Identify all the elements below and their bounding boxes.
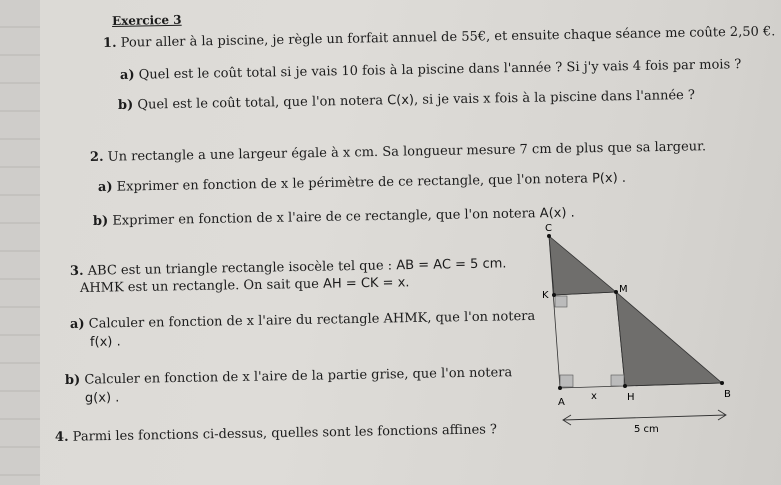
q1b-label: b) xyxy=(117,97,134,113)
q3b-math: g(x) . xyxy=(84,390,120,406)
label-length: 5 cm xyxy=(634,424,659,435)
q3a-text: Calculer en fonction de x l'aire du rectangle AHMK, que l'on notera xyxy=(88,308,536,332)
q3-text: ABC est un triangle rectangle isocèle tel que : xyxy=(87,258,393,279)
q4-text: Parmi les fonctions ci-dessus, quelles sont les fonctions affines ? xyxy=(72,422,498,445)
right-angle-h xyxy=(611,375,624,386)
q2-text: Un rectangle a une largeur égale à x cm. Sa longueur mesure 7 cm de plus que sa largeur. xyxy=(107,139,707,165)
label-c: C xyxy=(545,223,552,234)
q1-text: Pour aller à la piscine, je règle un forfait annuel de 55€, et ensuite chaque séance me coûte 2,50 €. xyxy=(120,24,776,51)
exercise-title: Exercice 3 xyxy=(111,12,182,28)
q1b-math: C(x) xyxy=(387,92,415,109)
q2a-text: Exprimer en fonction de x le périmètre de ce rectangle, que l'on notera xyxy=(116,171,589,195)
label-k: K xyxy=(542,290,549,301)
q2b-math: A(x) . xyxy=(539,205,575,222)
q2a-math: P(x) . xyxy=(591,170,627,187)
right-angle-a xyxy=(560,375,573,387)
q3-math: AB = AC = 5 cm. xyxy=(396,256,507,274)
q3b-label: b) xyxy=(64,372,81,388)
label-a: A xyxy=(558,397,565,408)
q1a-text: Quel est le coût total si je vais 10 fois à la piscine dans l'année ? Si j'y vais 4 fois par mois ? xyxy=(138,57,742,83)
q3-math-2: AH = CK = x. xyxy=(322,275,410,292)
q2a-label: a) xyxy=(97,179,113,195)
q3-text-2: AHMK est un rectangle. On sait que xyxy=(79,276,320,296)
q2b-label: b) xyxy=(92,213,109,229)
q3b-text: Calculer en fonction de x l'aire de la partie grise, que l'on notera xyxy=(84,365,513,388)
q4-number: 4. xyxy=(54,429,69,445)
q3-number: 3. xyxy=(69,263,84,279)
q1-number: 1. xyxy=(102,35,117,51)
q3a-math: f(x) . xyxy=(89,334,121,350)
right-angle-k xyxy=(555,296,567,307)
q1a-label: a) xyxy=(119,67,135,83)
label-m: M xyxy=(619,284,628,295)
length-arrow xyxy=(563,410,726,425)
shaded-triangle-bottom xyxy=(616,292,722,386)
label-b: B xyxy=(724,389,731,400)
q2-number: 2. xyxy=(89,149,104,165)
label-x: x xyxy=(591,391,597,402)
q2b-text: Exprimer en fonction de x l'aire de ce rectangle, que l'on notera xyxy=(112,206,536,229)
label-h: H xyxy=(627,392,635,403)
q3a-label: a) xyxy=(69,316,85,332)
q1b-text: Quel est le coût total, que l'on notera xyxy=(137,93,384,113)
shaded-triangle-top xyxy=(549,236,616,295)
q1b-text-2: , si je vais x fois à la piscine dans l'année ? xyxy=(413,87,696,108)
